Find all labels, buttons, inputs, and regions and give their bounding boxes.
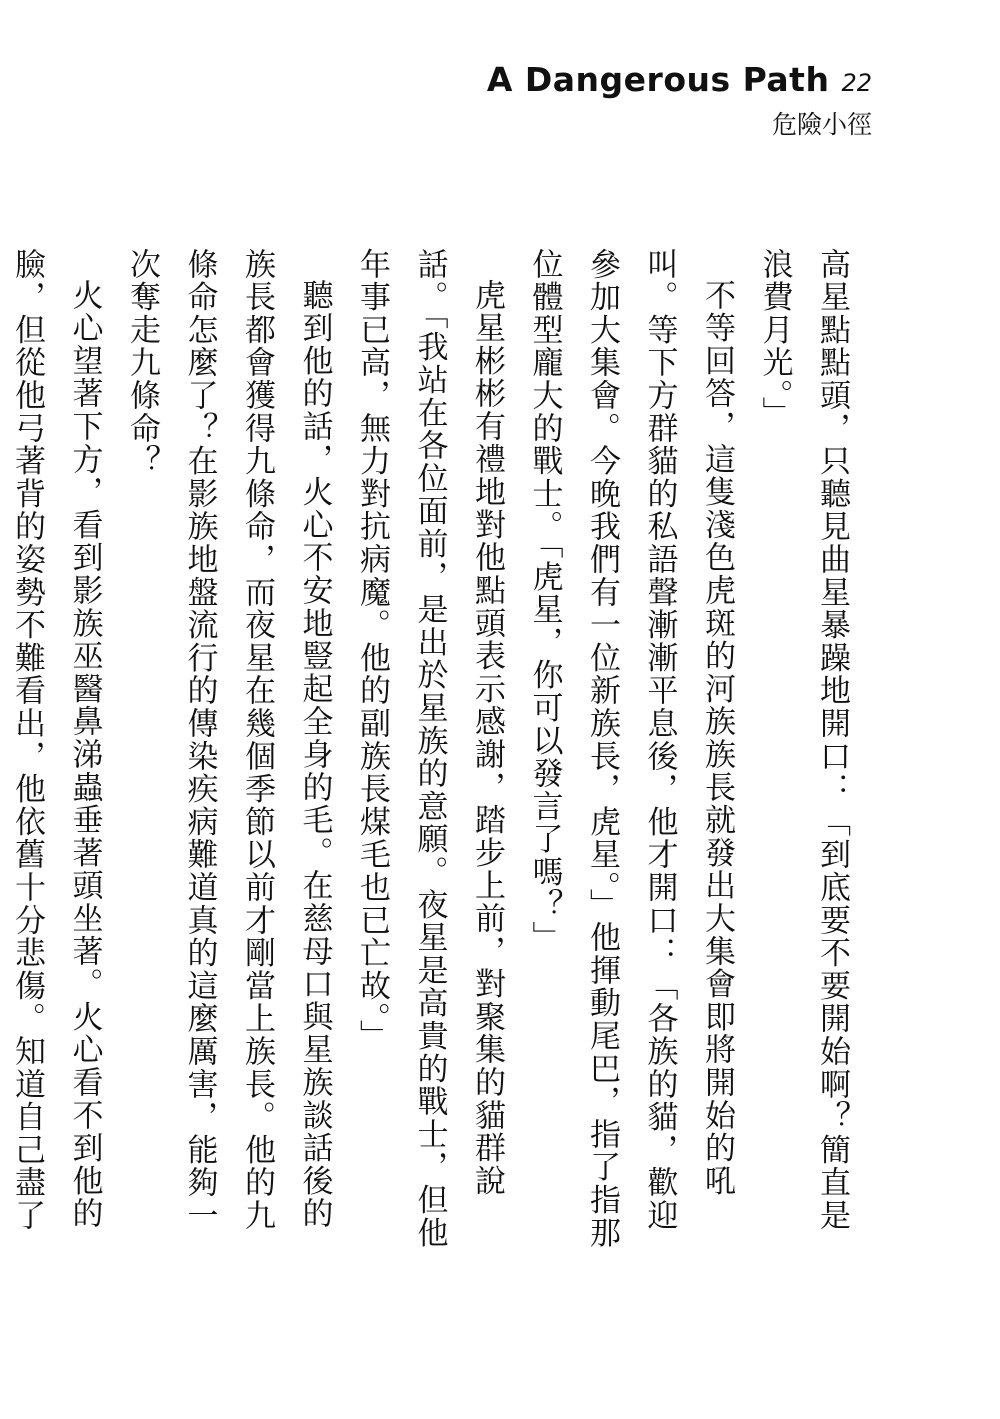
chapter-subtitle: 危險小徑 (771, 110, 872, 139)
title-row (487, 60, 872, 99)
paragraph: 虎星彬彬有禮地對他點頭表示感謝，踏步上前，對聚集的貓群說話。「我站在各位面前，是出於星族的意願。夜星是高貴的戰士，但他年事已高，無力對抗病魔。他的副族長煤毛也已亡故。」 (354, 248, 505, 1250)
paragraph: 火心望著下方，看到影族巫醫鼻涕蟲垂著頭坐著。火心看不到他的臉，但從他弓著背的姿勢不難看出，他依舊十分悲傷。知道自己盡了 (9, 248, 103, 1232)
paragraph: 不等回答，這隻淺色虎斑的河族族長就發出大集會即將開始的吼叫。等下方群貓的私語聲漸漸平息後，他才開口：「各族的貓，歡迎參加大集會。今晚我們有一位新族長，虎星。」他揮動尾巴，指了指那位體型龐大的戰士。「虎星，你可以發言了嗎？」 (526, 248, 735, 1250)
book-title: A Dangerous Path (486, 60, 830, 99)
paragraph: 聽到他的話，火心不安地豎起全身的毛。在慈母口與星族談話後的族長都會獲得九條命，而夜星在幾個季節以前才剛當上族長。他的九條命怎麼了？在影族地盤流行的傳染疾病難道真的這麼厲害，能夠一次奪走九條命？ (124, 248, 333, 1232)
page-number: 22 (841, 69, 872, 97)
vertical-body-text (9, 248, 860, 1258)
page-header (487, 60, 872, 141)
paragraph: 高星點點頭，只聽見曲星暴躁地開口：「到底要不要開始啊？簡直是浪費月光。」 (756, 248, 850, 1232)
